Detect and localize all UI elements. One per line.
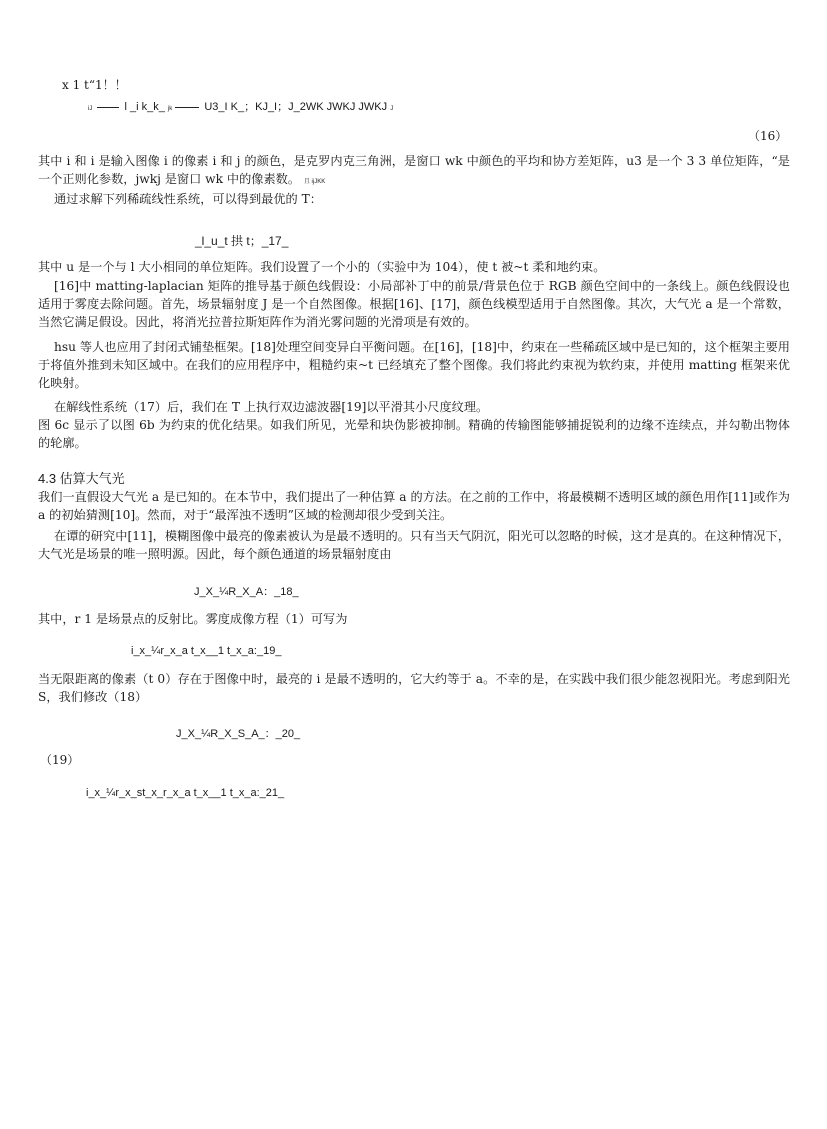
- paragraph-8: 我们一直假设大气光 a 是已知的。在本节中，我们提出了一种估算 a 的方法。在之前的工作中，将最模糊不透明区域的颜色用作[11]或作为 a 的初始猜测[10]。然而，对于“最浑浊不透明”区域的检测却很少受到关注。: [38, 490, 790, 523]
- equation-21: i_x_¼r_x_st_x_r_x_a t_x__1 t_x_a:_21_: [86, 787, 285, 799]
- paragraph-9: 在谭的研究中[11]，模糊图像中最亮的像素被认为是最不透明的。只有当天气阴沉，阳光可以忽略的时候，这才是真的。在这种情况下，大气光是场景的唯一照明源。因此，每个颜色通道的场景辐射度由: [38, 529, 790, 562]
- paragraph-1-subscript: 且 ijJKK: [303, 179, 326, 186]
- equation-16-number: （16）: [748, 129, 788, 143]
- paragraph-11: 当无限距离的像素（t 0）存在于图像中时，最亮的 i 是最不透明的，它大约等于 a。不幸的是，在实践中我们很少能忽视阳光。考虑到阳光 S，我们修改（18）: [38, 672, 790, 705]
- paragraph-7: 图 6c 显示了以图 6b 为约束的优化结果。如我们所见，光晕和块伪影被抑制。精确的传输图能够捕捉锐利的边缘不连续点，并勾勒出物体的轮廓。: [38, 418, 790, 451]
- equation-16-term-b: U3_I K_；KJ_I；J_2WK JWKJ JWKJ: [204, 101, 388, 113]
- equation-16-line1: x 1 t“1！！: [62, 78, 127, 92]
- equation-16-sub-jk: jk: [167, 106, 173, 112]
- equation-19: i_x_¼r_x_a t_x__1 t_x_a:_19_: [131, 645, 282, 657]
- paragraph-4: [16]中 matting-laplacian 矩阵的推导基于颜色线假设：小局部补丁中的前景/背景色位于 RGB 颜色空间中的一条线上。颜色线假设也适用于雾度去除问题。首先，场景辐射度 J 是一个自然图像。根据[16]、[17]，颜色线模型适用于自然图像。其次，大气光 a 是一个常数，当然它满足假设。因此，将消光拉普拉斯矩阵作为消光雾问题的光滑项是有效的。: [38, 279, 790, 330]
- equation-16-underline: [175, 106, 199, 108]
- paragraph-3: 其中 u 是一个与 l 大小相同的单位矩阵。我们设置了一个小的（实验中为 104），使 t 被~t 柔和地约束。: [38, 260, 606, 274]
- equation-18: J_X_¼R_X_A：_18_: [194, 586, 299, 598]
- equation-16-underline: [97, 106, 119, 108]
- paragraph-6: 在解线性系统（17）后，我们在 T 上执行双边滤波器[19]以平滑其小尺度纹理。: [54, 400, 489, 414]
- paragraph-5: hsu 等人也应用了封闭式铺垫框架。[18]处理空间变异白平衡问题。在[16]，[18]中，约束在一些稀疏区域中是已知的，这个框架主要用于将值外推到未知区域中。在我们的应用程序中，粗糙约束~t 已经填充了整个图像。我们将此约束视为软约束，并使用 matting 框架来优化映射。: [38, 340, 790, 391]
- equation-16-sub-j: J: [390, 106, 394, 112]
- equation-16-term-a: l _i k_k_: [124, 101, 165, 113]
- equation-16-line2: [88, 98, 393, 114]
- paragraph-2: 通过求解下列稀疏线性系统，可以得到最优的 T：: [54, 192, 322, 206]
- equation-20: J_X_¼R_X_S_A_：_20_: [176, 728, 301, 740]
- equation-17: _l_u_t 拱 t；_17_: [195, 234, 289, 248]
- paragraph-10: 其中，r 1 是场景点的反射比。雾度成像方程（1）可写为: [38, 612, 348, 626]
- paragraph-1-text: 其中 i 和 i 是输入图像 i 的像素 i 和 j 的颜色，是克罗内克三角洲，是窗口 wk 中颜色的平均和协方差矩阵，u3 是一个 3 3 单位矩阵，“是一个正则化参数，jwkj 是窗口 wk 中的像素数。: [38, 154, 790, 187]
- paragraph-1: [38, 152, 790, 191]
- equation-16-sub-ij: iJ: [88, 106, 93, 112]
- section-heading: 4.3 估算大气光: [38, 471, 125, 486]
- equation-19-reference: （19）: [40, 753, 80, 767]
